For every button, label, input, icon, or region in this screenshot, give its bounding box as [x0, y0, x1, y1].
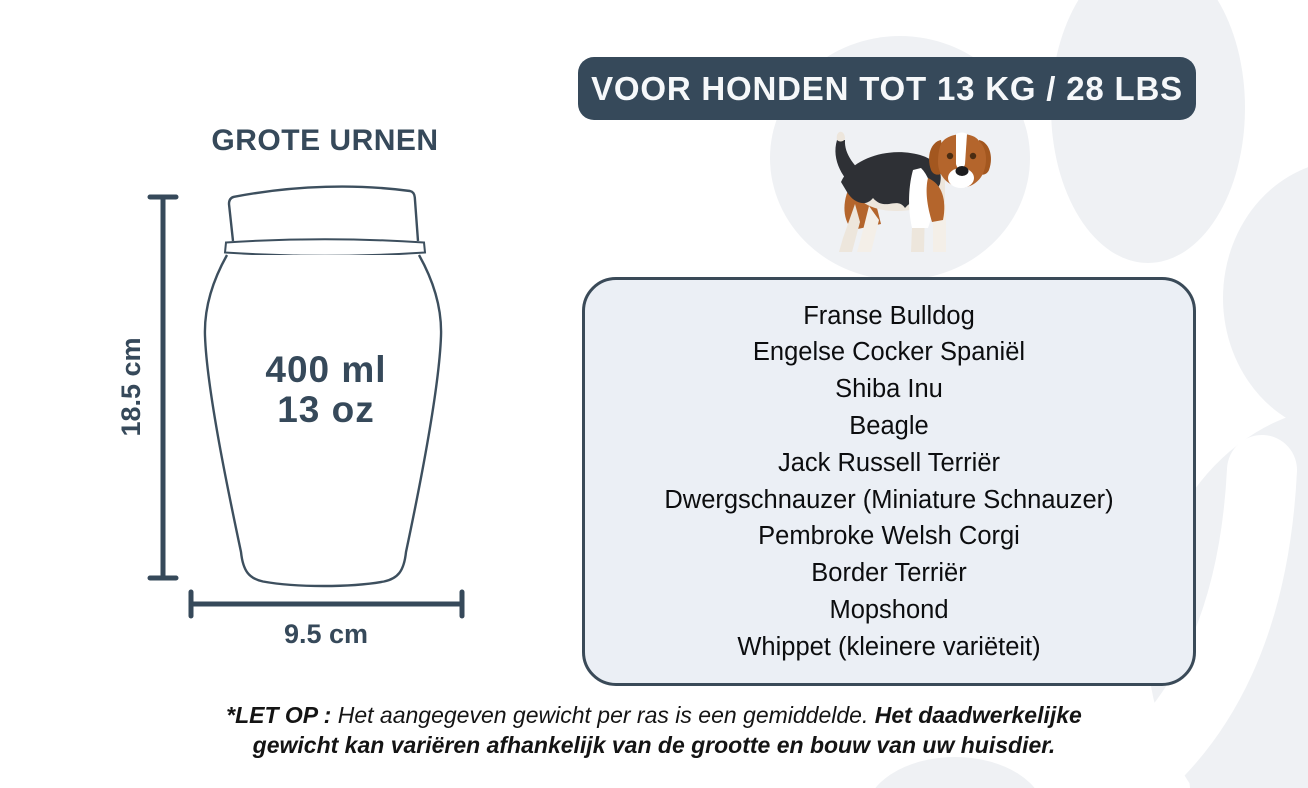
beagle-dog-icon — [795, 126, 995, 262]
breed-item: Border Terriër — [811, 559, 967, 588]
breed-item: Dwergschnauzer (Miniature Schnauzer) — [664, 485, 1114, 514]
capacity-oz: 13 oz — [277, 389, 375, 430]
breed-item: Whippet (kleinere variëteit) — [737, 632, 1041, 661]
capacity-ml: 400 ml — [265, 349, 387, 390]
urn-capacity-label — [206, 350, 446, 430]
weight-banner-label: VOOR HONDEN TOT 13 KG / 28 LBS — [591, 69, 1183, 107]
breed-item: Shiba Inu — [835, 375, 943, 404]
footnote-normal: Het aangegeven gewicht per ras is een gemiddelde. — [331, 702, 875, 728]
weight-banner — [578, 57, 1196, 120]
breed-item: Mopshond — [829, 595, 949, 624]
footnote-bold: Het daadwerkelijke gewicht kan variëren afhankelijk van de grootte en bouw van uw huisdier. — [252, 702, 1082, 758]
urn-section-title: GROTE URNEN — [211, 124, 439, 157]
width-dimension-line — [191, 592, 462, 616]
breed-item: Beagle — [849, 411, 929, 440]
footnote-prefix: *LET OP : — [226, 702, 332, 728]
height-dimension-line — [150, 197, 176, 578]
urn-width-label: 9.5 cm — [283, 619, 369, 649]
breed-list — [582, 277, 1196, 686]
breed-item: Engelse Cocker Spaniël — [752, 338, 1026, 367]
disclaimer-footnote — [194, 700, 1114, 760]
urn-height-label: 18.5 cm — [116, 337, 146, 437]
breed-item: Franse Bulldog — [803, 301, 975, 330]
breed-item: Pembroke Welsh Corgi — [758, 522, 1020, 551]
breed-item: Jack Russell Terriër — [777, 448, 1000, 477]
